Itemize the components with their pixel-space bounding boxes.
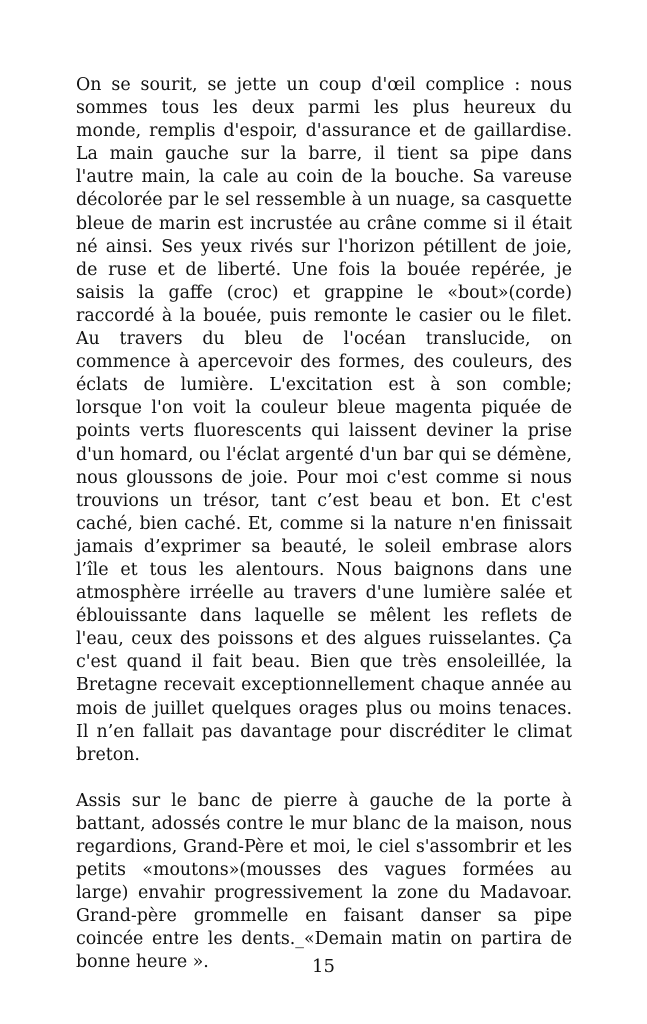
paragraph-1: On se sourit, se jette un coup d'œil complice : nous sommes tous les deux parmi les plus heureux du monde, remplis d'espoir, d'assurance et de gaillardise. La main gauche sur la barre, il tient sa pipe dans l'autre main, la cale au coin de la bouche. Sa vareuse décolorée par le sel ressemble à un nuage, sa casquette bleue de marin est incrustée au crâne comme si il était né ainsi. Ses yeux rivés sur l'horizon pétillent de joie, de ruse et de liberté. Une fois la bouée repérée, je saisis la gaffe (croc) et grappine le «bout»(corde) raccordé à la bouée, puis remonte le casier ou le filet. Au travers du bleu de l'océan translucide, on commence à apercevoir des formes, des couleurs, des éclats de lumière. L'excitation est à son comble; lorsque l'on voit la couleur bleue magenta piquée de points verts fluorescents qui laissent deviner la prise d'un homard, ou l'éclat argenté d'un bar qui se démène, nous gloussons de joie. Pour moi c'est comme si nous trouvions un trésor, tant c’est beau et bon. Et c'est caché, bien caché. Et, comme si la nature n'en finissait jamais d’exprimer sa beauté, le soleil embrase alors l’île et tous les alentours. Nous baignons dans une atmosphère irréelle au travers d'une lumière salée et éblouissante dans laquelle se mêlent les reflets de l'eau, ceux des poissons et des algues ruisselantes. Ça c'est quand il fait beau. Bien que très ensoleillée, la Bretagne recevait exceptionnellement chaque année au mois de juillet quelques orages plus ou moins tenaces. Il n’en fallait pas davantage pour discréditer le climat breton. — [76, 75, 572, 765]
paragraph-2: Assis sur le banc de pierre à gauche de la porte à battant, adossés contre le mur blanc de la maison, nous regardions, Grand-Père et moi, le ciel s'assombrir et les petits «moutons»(mousses des vagues formées au large) envahir progressivement la zone du Madavoar. Grand-père grommelle en faisant danser sa pipe coincée entre les dents._«Demain matin on partira de bonne heure ». — [76, 790, 572, 973]
page-number: 15 — [312, 956, 335, 977]
page-body — [76, 74, 572, 975]
